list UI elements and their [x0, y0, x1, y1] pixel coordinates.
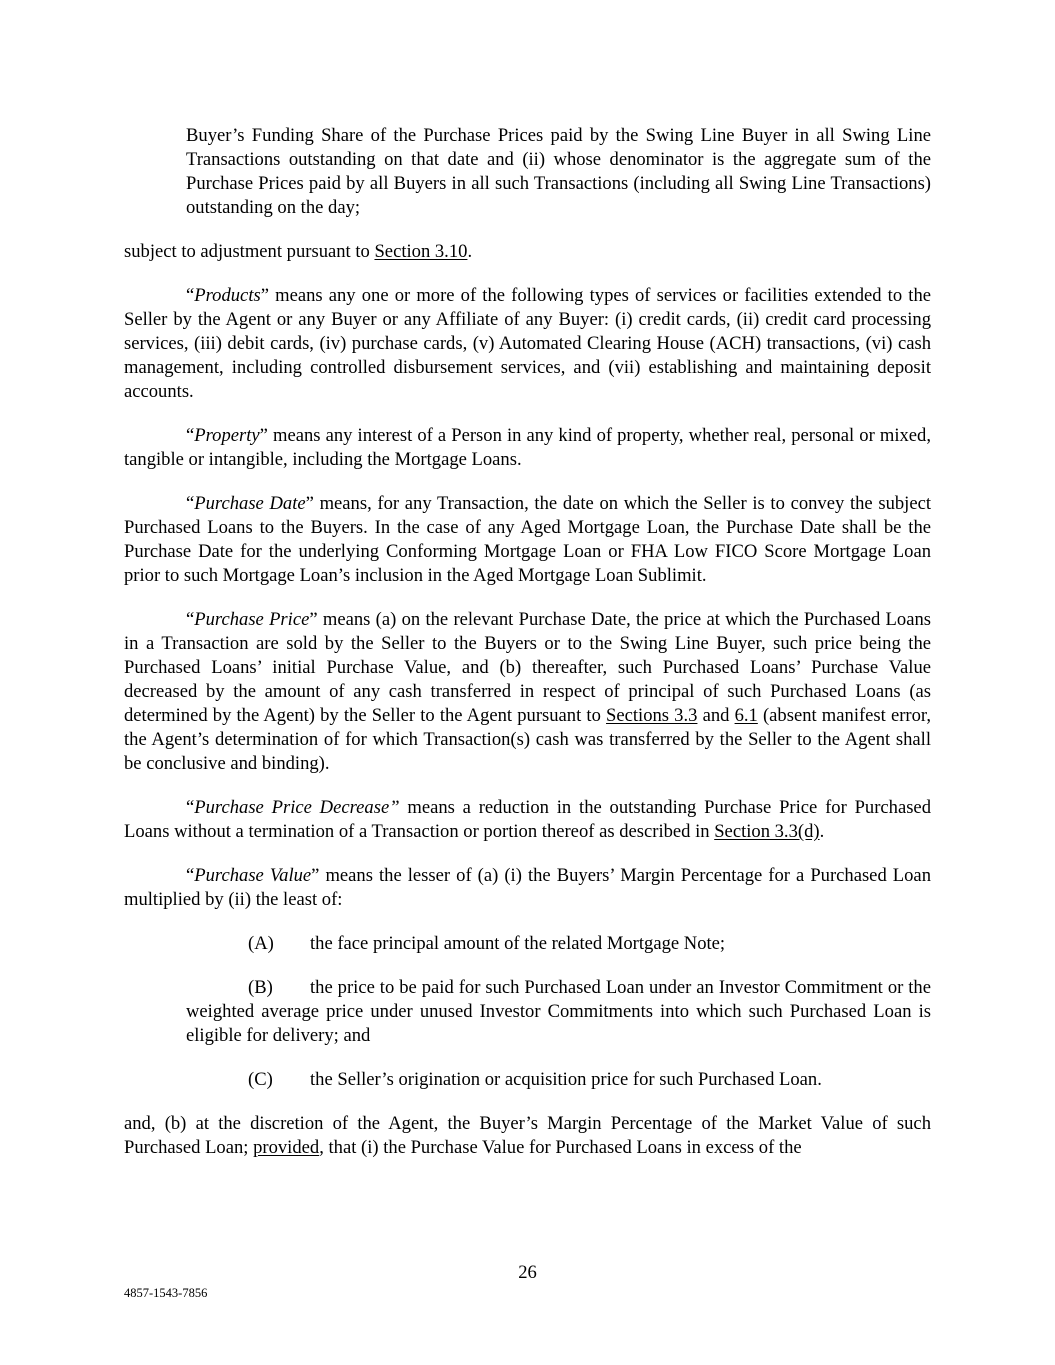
definition-text: ” means the lesser of (a) (i) the Buyers’ Margin Percentage for a Purchased Loan multiplied by (ii) the least of: — [124, 865, 931, 910]
quote-mark: “ — [186, 609, 195, 630]
text-fragment: and, (b) at the discretion of the Agent, the Buyer’s Margin Percentage of the Market Value of such Purchased Loan; — [124, 1113, 931, 1158]
definition-products — [124, 284, 931, 404]
list-item — [248, 1068, 931, 1092]
section-reference-link[interactable]: Section 3.10 — [374, 241, 468, 262]
defined-term: Purchase Value — [194, 865, 312, 886]
text-fragment: . — [819, 821, 825, 842]
quote-mark: “ — [186, 425, 195, 446]
continued-paragraph: Buyer’s Funding Share of the Purchase Prices paid by the Swing Line Buyer in all Swing Line Transactions outstanding on that date and (ii) whose denominator is the aggregate sum of the Purchase Prices paid by all Buyers in all such Transactions (including all Swing Line Transactions) outstanding on the day; — [186, 125, 931, 218]
text-fragment: and — [697, 705, 735, 726]
list-item — [186, 976, 931, 1048]
definition-purchase-date — [124, 492, 931, 588]
defined-term: Purchase Price Decrease” — [194, 797, 400, 818]
definition-purchase-value — [124, 864, 931, 912]
list-item-text: the price to be paid for such Purchased Loan under an Investor Commitment or the weighted average price under unused Investor Commitments into which such Purchased Loan is eligible for delivery; and — [186, 977, 931, 1046]
definition-text: means a reduction in the outstanding Purchase Price for Purchased Loans without a termination of a Transaction or portion thereof as described in — [124, 797, 931, 842]
defined-term: Products — [194, 285, 261, 306]
list-item-label: (B) — [248, 977, 273, 998]
provided-term: provided — [253, 1137, 320, 1158]
quote-mark: “ — [186, 285, 195, 306]
purchase-value-continuation — [124, 1112, 931, 1160]
list-item — [248, 932, 931, 956]
document-body — [124, 124, 931, 1180]
quote-mark: “ — [186, 797, 195, 818]
text-fragment: subject to adjustment pursuant to — [124, 241, 375, 262]
section-reference-link[interactable]: Sections 3.3 — [606, 705, 698, 726]
definition-purchase-price-decrease — [124, 796, 931, 844]
list-item-label: (A) — [248, 933, 274, 954]
section-reference-link[interactable]: 6.1 — [734, 705, 758, 726]
definition-text: ” means, for any Transaction, the date on which the Seller is to convey the subject Purchased Loans to the Buyers. In the case of any Aged Mortgage Loan, the Purchase Date shall be the Purchase Date for the underlying Conforming Mortgage Loan or FHA Low FICO Score Mortgage Loan prior to such Mortgage Loan’s inclusion in the Aged Mortgage Loan Sublimit. — [124, 493, 932, 586]
list-item-label: (C) — [248, 1069, 273, 1090]
definition-text: (absent manifest error, the Agent’s determination of for which Transaction(s) cash was transferred by the Seller to the Agent shall be conclusive and binding). — [124, 705, 931, 774]
definition-purchase-price — [124, 608, 931, 776]
section-reference-link[interactable]: Section 3.3(d) — [714, 821, 820, 842]
defined-term: Property — [194, 425, 260, 446]
quote-mark: “ — [186, 493, 195, 514]
list-item-text: the face principal amount of the related Mortgage Note; — [310, 933, 726, 954]
definition-text: ” means (a) on the relevant Purchase Date, the price at which the Purchased Loans in a Transaction are sold by the Seller to the Buyers or to the Swing Line Buyer, such price being the Purchased Loans’ initial Purchase Value, and (b) thereafter, such Purchased Loans’ Purchase Value decreased by the amount of any cash transferred in respect of principal of such Purchased Loans (as determined by the Agent) by the Seller to the Agent pursuant to — [124, 609, 931, 726]
list-item-text: the Seller’s origination or acquisition price for such Purchased Loan. — [310, 1069, 822, 1090]
definition-text: ” means any one or more of the following types of services or facilities extended to the Seller by the Agent or any Buyer or any Affiliate of any Buyer: (i) credit cards, (ii) credit card processing services, (iii) debit cards, (iv) purchase cards, (v) Automated Clearing House (ACH) transactions, (vi) cash management, including controlled disbursement services, and (vii) establishing and maintaining deposit accounts. — [124, 285, 931, 402]
quote-mark: “ — [186, 865, 195, 886]
text-fragment: . — [467, 241, 473, 262]
defined-term: Purchase Date — [194, 493, 306, 514]
document-id: 4857-1543-7856 — [124, 1286, 208, 1300]
definition-text: ” means any interest of a Person in any kind of property, whether real, personal or mixed, tangible or intangible, including the Mortgage Loans. — [124, 425, 931, 470]
text-fragment: , that (i) the Purchase Value for Purchased Loans in excess of the — [319, 1137, 802, 1158]
adjustment-paragraph — [124, 240, 931, 264]
definition-property — [124, 424, 931, 472]
defined-term: Purchase Price — [194, 609, 310, 630]
page-number: 26 — [518, 1262, 537, 1283]
